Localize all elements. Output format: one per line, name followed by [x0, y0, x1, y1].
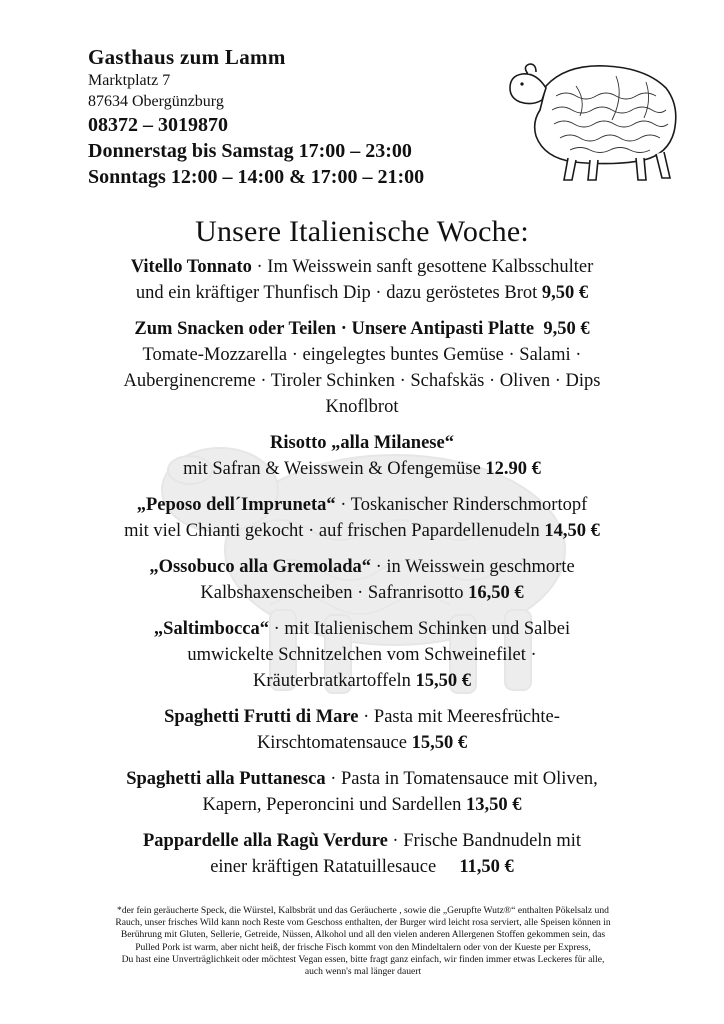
dish-price: 15,50 €	[415, 671, 471, 691]
restaurant-header	[88, 44, 424, 190]
dish-name: Vitello Tonnato	[130, 257, 252, 277]
menu-item-peposo	[40, 492, 684, 544]
menu-item-ossobuco	[40, 554, 684, 606]
dish-description: · in Weisswein geschmorte	[371, 557, 575, 577]
street-address: Marktplatz 7	[88, 72, 171, 89]
menu-item-saltimbocca	[40, 616, 684, 694]
dish-description: · Frische Bandnudeln mit	[387, 831, 581, 851]
opening-hours-weekday: Donnerstag bis Samstag 17:00 – 23:00	[88, 140, 412, 162]
dish-name: Risotto „alla Milanese“	[270, 433, 454, 453]
dish-name: „Ossobuco alla Gremolada“	[149, 557, 371, 577]
footnote-line: auch wenn's mal länger dauert	[304, 966, 422, 978]
menu-item-spaghetti-puttanesca	[40, 766, 684, 818]
footnote-line: Berührung mit Gluten, Sellerie, Getreide, Nüssen, Alkohol und all den vielen anderen Allergenen Stoffen gekommen sein, das	[120, 929, 606, 941]
footnote-line: Du hast eine Unverträglichkeit oder möchtest Vegan essen, bitte fragt ganz einfach, wir finden immer etwas Leckeres für alle,	[121, 953, 605, 965]
dish-name: „Peposo dell´Impruneta“	[136, 495, 336, 515]
dish-description: · Im Weisswein sanft gesottene Kalbsschulter	[251, 257, 594, 277]
restaurant-name: Gasthaus zum Lamm	[88, 45, 286, 69]
dish-description: und ein kräftiger Thunfisch Dip · dazu geröstetes Brot	[135, 283, 542, 303]
dish-name: Zum Snacken oder Teilen · Unsere Antipasti Platte	[134, 319, 535, 339]
dish-price: 9,50 €	[541, 283, 589, 303]
dish-description: mit Safran & Weisswein & Ofengemüse	[183, 459, 486, 479]
dish-name: Spaghetti Frutti di Mare	[164, 707, 359, 727]
dish-description: Knoflbrot	[325, 397, 399, 417]
dish-description: einer kräftigen Ratatuillesauce	[210, 857, 460, 877]
footnote-line: Rauch, unser frisches Wild kann noch Reste vom Geschoss enthalten, der Burger wird leicht rosa serviert, alle Speisen können in	[115, 917, 611, 929]
city-address: 87634 Obergünzburg	[88, 93, 224, 110]
menu-item-risotto	[40, 430, 684, 482]
dish-price: 15,50 €	[411, 733, 468, 753]
dish-description: Auberginencreme · Tiroler Schinken · Schafskäs · Oliven · Dips	[123, 371, 601, 391]
menu-item-antipasti	[40, 316, 684, 420]
dish-description: Kalbshaxenscheiben · Safranrisotto	[200, 583, 469, 603]
footnote-line: *der fein geräucherte Speck, die Würstel, Kalbsbrät und das Geräucherte , sowie die „Gerupfte Wutz®“ enthalten Pökelsalz und	[117, 905, 609, 916]
dish-name: „Saltimbocca“	[153, 619, 270, 639]
dish-description: mit viel Chianti gekocht · auf frischen Papardellenudeln	[124, 521, 545, 541]
dish-description: Kräuterbratkartoffeln	[253, 671, 416, 691]
dish-description: · Toskanischer Rinderschmortopf	[335, 495, 588, 515]
opening-hours-sunday: Sonntags 12:00 – 14:00 & 17:00 – 21:00	[88, 166, 425, 188]
dish-price: 13,50 €	[466, 795, 522, 815]
dish-price: 11,50 €	[459, 857, 514, 877]
footnote-line: Pulled Pork ist warm, aber nicht heiß, der frische Fisch kommt von den Mindeltalern oder von der Kueste per Express,	[135, 941, 591, 953]
dish-price: 12.90 €	[485, 459, 541, 479]
dish-description: · Pasta in Tomatensauce mit Oliven,	[325, 769, 598, 789]
dish-name: Spaghetti alla Puttanesca	[126, 769, 326, 789]
dish-description: Kapern, Peperoncini und Sardellen	[202, 795, 467, 815]
page-title: Unsere Italienische Woche:	[195, 215, 529, 248]
dish-price: 14,50 €	[544, 521, 600, 541]
dish-price: 16,50 €	[468, 583, 524, 603]
menu-item-pappardelle	[40, 828, 684, 880]
menu-list	[40, 254, 684, 890]
dish-description: · Pasta mit Meeresfrüchte-	[358, 707, 560, 727]
dish-description: Tomate-Mozzarella · eingelegtes buntes Gemüse · Salami ·	[142, 345, 582, 365]
allergen-footnote	[80, 905, 646, 978]
dish-name: Pappardelle alla Ragù Verdure	[142, 831, 388, 851]
menu-item-spaghetti-frutti-di-mare	[40, 704, 684, 756]
dish-description: · mit Italienischem Schinken und Salbei	[269, 619, 571, 639]
dish-description: umwickelte Schnitzelchen vom Schweinefilet ·	[187, 645, 537, 665]
dish-description: Kirschtomatensauce	[256, 733, 412, 753]
sheep-logo-icon	[506, 46, 686, 182]
phone-number: 08372 – 3019870	[88, 114, 228, 136]
menu-item-vitello-tonnato	[40, 254, 684, 306]
dish-price: 9,50 €	[543, 319, 590, 339]
